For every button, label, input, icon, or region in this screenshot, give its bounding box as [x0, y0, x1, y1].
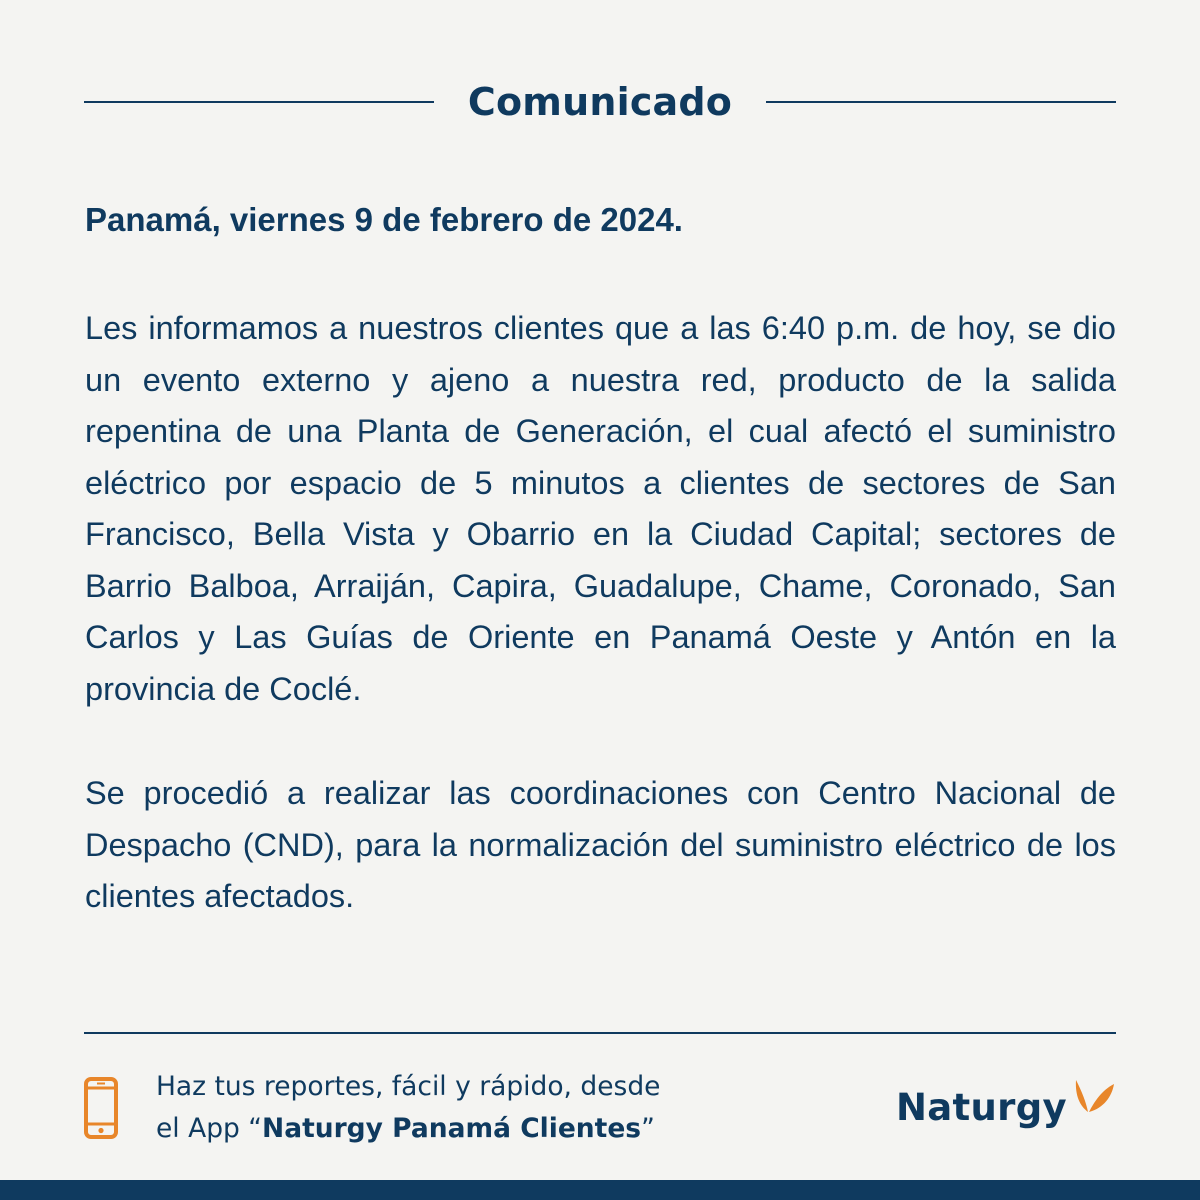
cta-line-2	[156, 1108, 796, 1150]
body-paragraph-1: Les informamos a nuestros clientes que a las 6:40 p.m. de hoy, se dio un evento externo y ajeno a nuestra red, producto de la salida repentina de una Planta de Generación, el cual afectó el suministro eléctrico por espacio de 5 minutos a clientes de sectores de San Francisco, Bella Vista y Obarrio en la Ciudad Capital; sectores de Barrio Balboa, Arraiján, Capira, Guadalupe, Chame, Coronado, San Carlos y Las Guías de Oriente en Panamá Oeste y Antón en la provincia de Coclé.	[85, 310, 1116, 707]
dateline: Panamá, viernes 9 de febrero de 2024.	[85, 201, 683, 238]
header-left-rule	[84, 101, 434, 103]
cta-line-2-prefix: el App “	[156, 1113, 263, 1144]
footer-divider	[84, 1032, 1116, 1034]
cta-line-1: Haz tus reportes, fácil y rápido, desde	[156, 1071, 661, 1102]
butterfly-icon	[1072, 1076, 1116, 1120]
mobile-phone-icon	[84, 1077, 118, 1139]
app-name: Naturgy Panamá Clientes	[262, 1113, 642, 1144]
logo-wordmark: Naturgy	[896, 1085, 1067, 1129]
header-right-rule	[766, 101, 1116, 103]
header	[84, 74, 1116, 130]
cta-line-2-suffix: ”	[641, 1113, 655, 1144]
app-promo-text	[156, 1066, 796, 1150]
bottom-bar	[0, 1180, 1200, 1200]
body-paragraph-2: Se procedió a realizar las coordinaciones con Centro Nacional de Despacho (CND), para la normalización del suministro eléctrico de los clientes afectados.	[85, 775, 1116, 914]
page-title: Comunicado	[467, 80, 733, 124]
naturgy-logo	[896, 1074, 1118, 1140]
